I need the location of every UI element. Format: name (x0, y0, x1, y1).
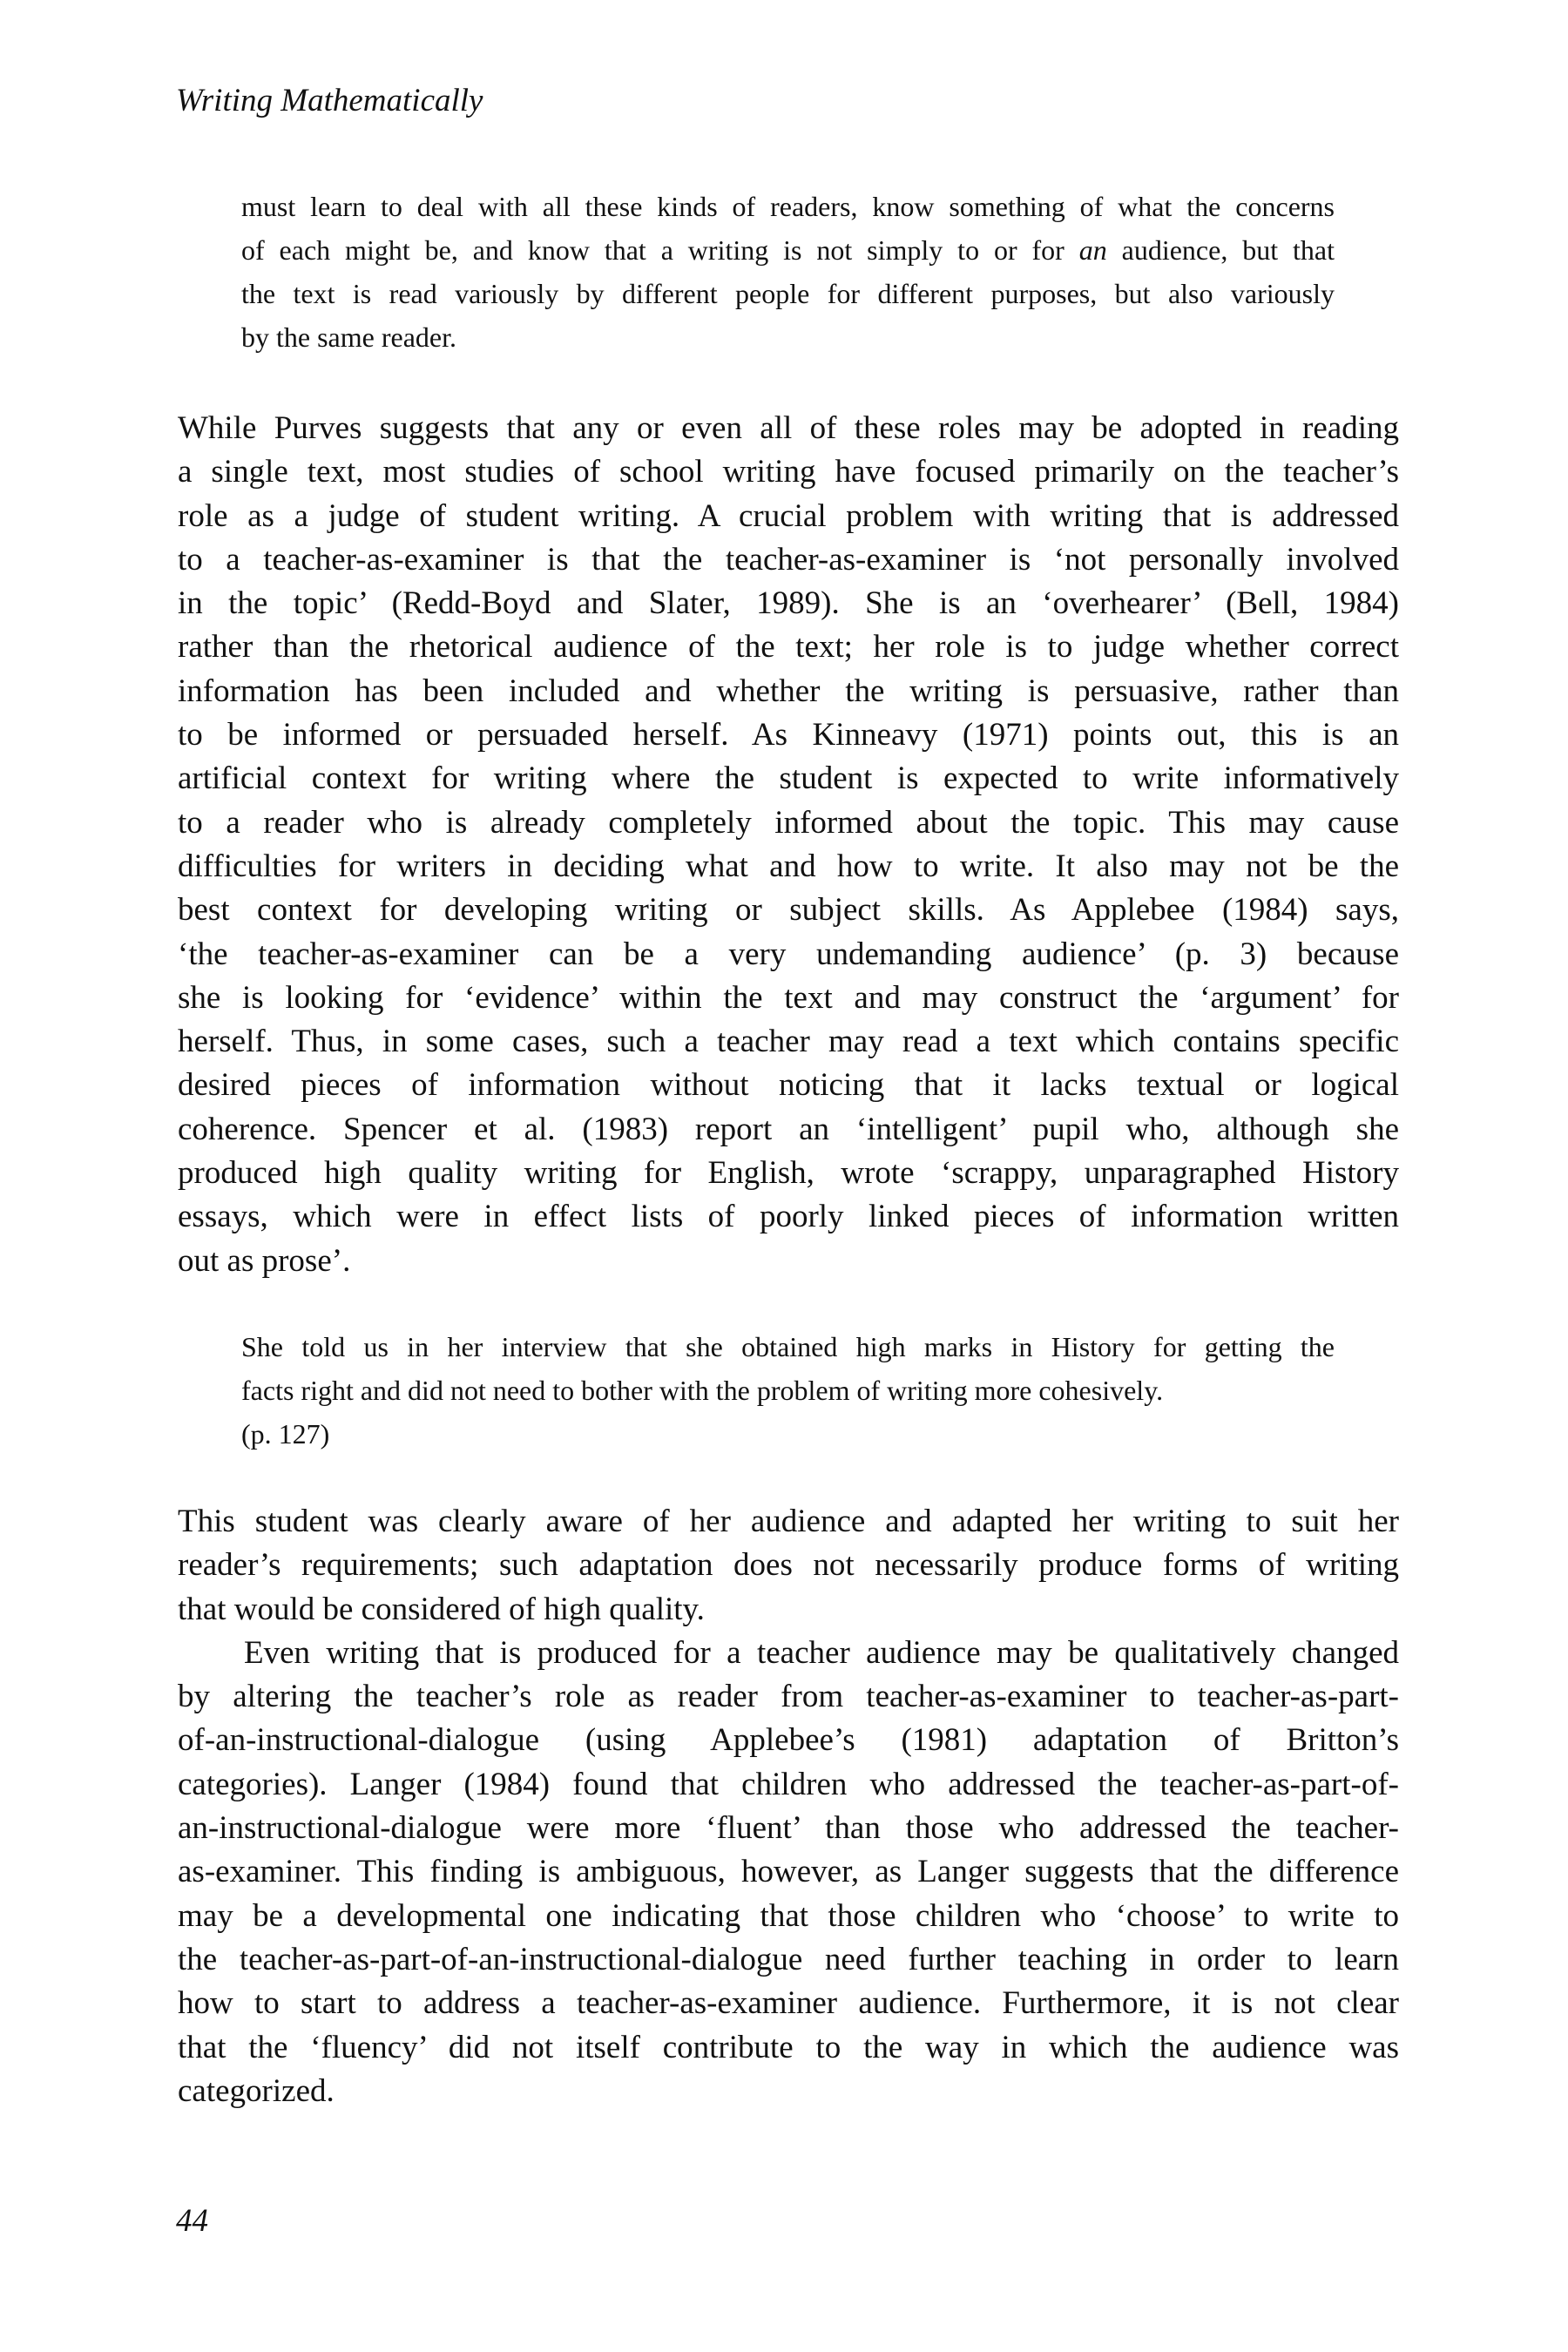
quote-line: She told us in her interview that she obtained high marks in History for getting the (241, 1331, 1335, 1362)
running-head: Writing Mathematically (176, 83, 483, 118)
text-line: coherence. Spencer et al. (1983) report an ‘intelligent’ pupil who, although she (178, 1111, 1399, 1147)
text-line: essays, which were in effect lists of poorly linked pieces of information written (178, 1199, 1399, 1235)
quote-line: the text is read variously by different people for different purposes, but also variously (241, 278, 1335, 309)
block-quote (241, 185, 1335, 359)
quote-line: must learn to deal with all these kinds of readers, know something of what the concerns (241, 191, 1335, 222)
text-line: This student was clearly aware of her audience and adapted her writing to suit her (178, 1504, 1399, 1539)
page-number: 44 (176, 2203, 208, 2239)
text-line: categorized. (178, 2072, 335, 2109)
text-line: a single text, most studies of school writing have focused primarily on the teacher’s (178, 454, 1399, 490)
text-line: Even writing that is produced for a teacher audience may be qualitatively changed (244, 1634, 1399, 1671)
text-line: the teacher-as-part-of-an-instructional-dialogue need further teaching in order to learn (178, 1941, 1399, 1977)
text-line: may be a developmental one indicating that those children who ‘choose’ to write to (178, 1897, 1399, 1934)
body-paragraph (178, 407, 1399, 1283)
text-line: While Purves suggests that any or even all of these roles may be adopted in reading (178, 410, 1399, 446)
text-line: as-examiner. This finding is ambiguous, however, as Langer suggests that the difference (178, 1854, 1399, 1890)
text-line: to a teacher-as-examiner is that the teacher-as-examiner is ‘not personally involved (178, 541, 1399, 578)
text-line: categories). Langer (1984) found that children who addressed the teacher-as-part-of- (178, 1766, 1399, 1802)
quote-line: by the same reader. (241, 321, 456, 353)
text-line: to a reader who is already completely informed about the topic. This may cause (178, 804, 1399, 841)
text-line: herself. Thus, in some cases, such a teacher may read a text which contains specific (178, 1024, 1399, 1060)
text-line: how to start to address a teacher-as-examiner audience. Furthermore, it is not clear (178, 1985, 1399, 2022)
emphasis: an (1078, 234, 1107, 266)
text-line: best context for developing writing or subject skills. As Applebee (1984) says, (178, 892, 1399, 929)
quote-line: facts right and did not need to bother with the problem of writing more cohesively. (241, 1375, 1164, 1406)
text-line: that would be considered of high quality. (178, 1591, 705, 1627)
text-line: she is looking for ‘evidence’ within the text and may construct the ‘argument’ for (178, 979, 1399, 1016)
text-line: in the topic’ (Redd-Boyd and Slater, 1989). She is an ‘overhearer’ (Bell, 1984) (178, 585, 1399, 622)
text-line: difficulties for writers in deciding what and how to write. It also may not be the (178, 848, 1399, 884)
text-line: rather than the rhetorical audience of the text; her role is to judge whether correct (178, 629, 1399, 666)
text-line: role as a judge of student writing. A crucial problem with writing that is addressed (178, 497, 1399, 534)
block-quote (241, 1325, 1335, 1456)
text-line: produced high quality writing for English, wrote ‘scrappy, unparagraphed History (178, 1155, 1399, 1192)
text-line: that the ‘fluency’ did not itself contribute to the way in which the audience was (178, 2029, 1399, 2065)
text-line: ‘the teacher-as-examiner can be a very undemanding audience’ (p. 3) because (178, 936, 1399, 972)
quote-line: of each might be, and know that a writing is not simply to or for an audience, but that (241, 234, 1335, 266)
text-line: out as prose’. (178, 1242, 351, 1279)
text-line: to be informed or persuaded herself. As Kinneavy (1971) points out, this is an (178, 717, 1399, 754)
text-line: artificial context for writing where the student is expected to write informatively (178, 760, 1399, 797)
text-line: an-instructional-dialogue were more ‘fluent’ than those who addressed the teacher- (178, 1810, 1399, 1847)
text-line: desired pieces of information without noticing that it lacks textual or logical (178, 1067, 1399, 1104)
text-line: information has been included and whether the writing is persuasive, rather than (178, 672, 1399, 709)
text-line: by altering the teacher’s role as reader from teacher-as-examiner to teacher-as-part- (178, 1679, 1399, 1715)
body-paragraphs (178, 1500, 1399, 2113)
quote-line: (p. 127) (241, 1418, 330, 1450)
text-line: of-an-instructional-dialogue (using Applebee’s (1981) adaptation of Britton’s (178, 1722, 1399, 1759)
text-line: reader’s requirements; such adaptation does not necessarily produce forms of writing (178, 1547, 1399, 1584)
